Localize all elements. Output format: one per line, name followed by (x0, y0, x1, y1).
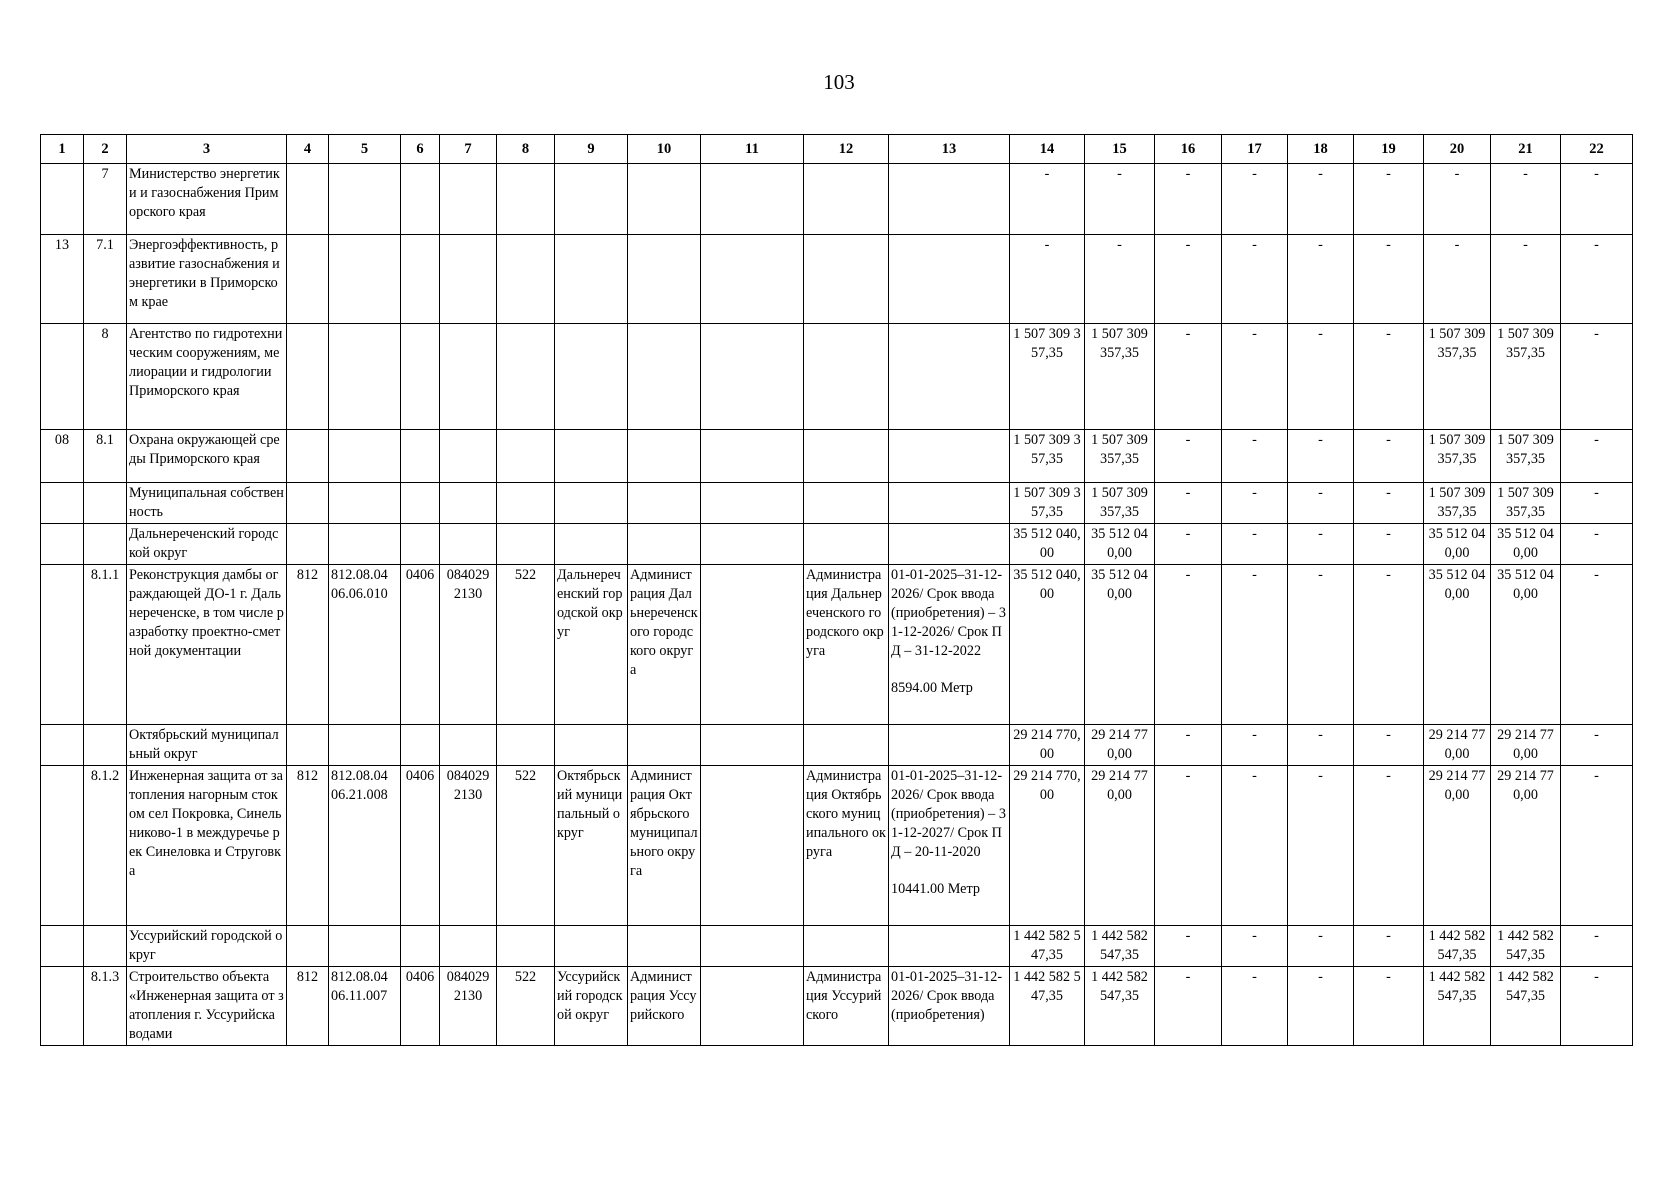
cell-col-5 (329, 235, 401, 324)
column-header-7: 7 (440, 135, 497, 164)
cell-col-4 (287, 524, 329, 565)
cell-col-1 (41, 483, 84, 524)
cell-col-1 (41, 565, 84, 725)
cell-col-6 (401, 430, 440, 483)
column-header-16: 16 (1155, 135, 1222, 164)
cell-col-8 (497, 524, 555, 565)
cell-col-17: - (1222, 725, 1288, 766)
cell-col-22: - (1561, 967, 1633, 1046)
cell-col-16: - (1155, 524, 1222, 565)
cell-col-8 (497, 483, 555, 524)
cell-col-1 (41, 324, 84, 430)
cell-col-9 (555, 164, 628, 235)
cell-col-11 (701, 766, 804, 926)
cell-col-14: 35 512 040,00 (1010, 524, 1085, 565)
cell-col-15: 1 507 309 357,35 (1085, 483, 1155, 524)
cell-col-12 (804, 324, 889, 430)
table-row (41, 926, 1633, 967)
cell-col-3: Инженерная защита от затопления нагорным стоком сел Покровка, Синельниково-1 в междуречье рек Синеловка и Струговка (127, 766, 287, 926)
cell-col-7: 084029 2130 (440, 565, 497, 725)
cell-col-10 (628, 164, 701, 235)
table-row (41, 483, 1633, 524)
cell-col-15: 29 214 770,00 (1085, 725, 1155, 766)
cell-col-12 (804, 524, 889, 565)
cell-col-21: 1 442 582 547,35 (1491, 967, 1561, 1046)
cell-col-20: - (1424, 235, 1491, 324)
table-row (41, 725, 1633, 766)
column-header-13: 13 (889, 135, 1010, 164)
cell-col-13: 01-01-2025–31-12-2026/ Срок ввода (приобретения) (889, 967, 1010, 1046)
cell-col-5 (329, 430, 401, 483)
cell-col-13 (889, 766, 1010, 926)
cell-col-4 (287, 926, 329, 967)
cell-col-21: - (1491, 164, 1561, 235)
column-header-3: 3 (127, 135, 287, 164)
cell-col-17: - (1222, 967, 1288, 1046)
cell-col-9: Дальнереченский городской округ (555, 565, 628, 725)
cell-col-18: - (1288, 926, 1354, 967)
cell-col-15: 1 442 582 547,35 (1085, 967, 1155, 1046)
cell-col-5 (329, 324, 401, 430)
capacity-text: 8594.00 Метр (891, 680, 973, 696)
cell-col-9 (555, 725, 628, 766)
cell-col-17: - (1222, 235, 1288, 324)
cell-col-4 (287, 430, 329, 483)
cell-col-1: 08 (41, 430, 84, 483)
cell-col-11 (701, 483, 804, 524)
column-header-9: 9 (555, 135, 628, 164)
cell-col-19: - (1354, 164, 1424, 235)
cell-col-19: - (1354, 324, 1424, 430)
cell-col-13 (889, 524, 1010, 565)
cell-col-6 (401, 926, 440, 967)
cell-col-5: 812.08.04 06.11.007 (329, 967, 401, 1046)
cell-col-17: - (1222, 565, 1288, 725)
cell-col-5 (329, 164, 401, 235)
cell-col-9: Октябрьский муниципальный округ (555, 766, 628, 926)
cell-col-20: 1 507 309 357,35 (1424, 430, 1491, 483)
cell-col-4: 812 (287, 766, 329, 926)
cell-col-7: 084029 2130 (440, 766, 497, 926)
cell-col-20: 1 507 309 357,35 (1424, 483, 1491, 524)
cell-col-10 (628, 926, 701, 967)
cell-col-4: 812 (287, 565, 329, 725)
cell-col-16: - (1155, 967, 1222, 1046)
cell-col-16: - (1155, 483, 1222, 524)
cell-col-19: - (1354, 524, 1424, 565)
cell-col-7 (440, 164, 497, 235)
cell-col-11 (701, 565, 804, 725)
cell-col-20: 1 442 582 547,35 (1424, 926, 1491, 967)
cell-col-19: - (1354, 967, 1424, 1046)
cell-col-15: 1 507 309 357,35 (1085, 430, 1155, 483)
cell-col-14: 29 214 770,00 (1010, 766, 1085, 926)
cell-col-8 (497, 430, 555, 483)
cell-col-11 (701, 926, 804, 967)
cell-col-19: - (1354, 766, 1424, 926)
table-row (41, 324, 1633, 430)
cell-col-20: - (1424, 164, 1491, 235)
cell-col-21: 1 507 309 357,35 (1491, 324, 1561, 430)
cell-col-12 (804, 926, 889, 967)
cell-col-16: - (1155, 926, 1222, 967)
cell-col-20: 35 512 040,00 (1424, 565, 1491, 725)
cell-col-7 (440, 725, 497, 766)
cell-col-22: - (1561, 725, 1633, 766)
cell-col-8 (497, 926, 555, 967)
cell-col-11 (701, 430, 804, 483)
column-header-19: 19 (1354, 135, 1424, 164)
page-number: 103 (823, 70, 855, 94)
column-header-2: 2 (84, 135, 127, 164)
cell-col-20: 1 507 309 357,35 (1424, 324, 1491, 430)
cell-col-7 (440, 430, 497, 483)
cell-col-4: 812 (287, 967, 329, 1046)
cell-col-18: - (1288, 324, 1354, 430)
cell-col-8: 522 (497, 766, 555, 926)
cell-col-17: - (1222, 766, 1288, 926)
cell-col-4 (287, 324, 329, 430)
cell-col-17: - (1222, 926, 1288, 967)
cell-col-7 (440, 324, 497, 430)
cell-col-18: - (1288, 430, 1354, 483)
cell-col-14: 35 512 040,00 (1010, 565, 1085, 725)
cell-col-21: 1 442 582 547,35 (1491, 926, 1561, 967)
cell-col-18: - (1288, 766, 1354, 926)
period-text: 01-01-2025–31-12-2026/ Срок ввода (приобретения) – 31-12-2027/ Срок ПД – 20-11-2020 (891, 768, 1006, 860)
cell-col-15: 1 507 309 357,35 (1085, 324, 1155, 430)
cell-col-6 (401, 524, 440, 565)
cell-col-14: 1 507 309 357,35 (1010, 483, 1085, 524)
cell-col-17: - (1222, 483, 1288, 524)
cell-col-21: 1 507 309 357,35 (1491, 483, 1561, 524)
cell-col-9 (555, 324, 628, 430)
table-row (41, 565, 1633, 725)
cell-col-22: - (1561, 766, 1633, 926)
budget-table (40, 134, 1633, 1046)
cell-col-16: - (1155, 565, 1222, 725)
cell-col-1 (41, 926, 84, 967)
cell-col-22: - (1561, 235, 1633, 324)
column-header-20: 20 (1424, 135, 1491, 164)
cell-col-13 (889, 324, 1010, 430)
cell-col-6 (401, 164, 440, 235)
cell-col-6: 0406 (401, 565, 440, 725)
cell-col-13 (889, 430, 1010, 483)
cell-col-10: Администрация Дальнереченского городского округа (628, 565, 701, 725)
cell-col-11 (701, 967, 804, 1046)
cell-col-7 (440, 926, 497, 967)
cell-col-15: - (1085, 235, 1155, 324)
cell-col-1 (41, 725, 84, 766)
cell-col-8 (497, 235, 555, 324)
cell-col-20: 29 214 770,00 (1424, 766, 1491, 926)
cell-col-9 (555, 235, 628, 324)
cell-col-6 (401, 235, 440, 324)
cell-col-12 (804, 164, 889, 235)
cell-col-10 (628, 430, 701, 483)
table-row (41, 235, 1633, 324)
cell-col-17: - (1222, 324, 1288, 430)
cell-col-3: Дальнереченский городской округ (127, 524, 287, 565)
cell-col-10: Администрация Уссурийского (628, 967, 701, 1046)
cell-col-21: 29 214 770,00 (1491, 725, 1561, 766)
cell-col-22: - (1561, 926, 1633, 967)
cell-col-14: - (1010, 164, 1085, 235)
cell-col-17: - (1222, 430, 1288, 483)
cell-col-12: Администрация Октябрьского муниципального округа (804, 766, 889, 926)
cell-col-10 (628, 725, 701, 766)
cell-col-7 (440, 524, 497, 565)
cell-col-11 (701, 164, 804, 235)
cell-col-4 (287, 483, 329, 524)
cell-col-8 (497, 725, 555, 766)
cell-col-13 (889, 926, 1010, 967)
cell-col-3: Муниципальная собственность (127, 483, 287, 524)
cell-col-22: - (1561, 565, 1633, 725)
cell-col-14: 1 442 582 547,35 (1010, 967, 1085, 1046)
cell-col-3: Строительство объекта «Инженерная защита от затопления г. Уссурийска водами (127, 967, 287, 1046)
cell-col-22: - (1561, 430, 1633, 483)
cell-col-18: - (1288, 235, 1354, 324)
capacity-text: 10441.00 Метр (891, 881, 980, 897)
cell-col-21: 1 507 309 357,35 (1491, 430, 1561, 483)
cell-col-4 (287, 164, 329, 235)
cell-col-14: 1 507 309 357,35 (1010, 324, 1085, 430)
cell-col-12 (804, 430, 889, 483)
cell-col-10 (628, 483, 701, 524)
cell-col-10 (628, 324, 701, 430)
cell-col-9 (555, 483, 628, 524)
cell-col-15: 35 512 040,00 (1085, 524, 1155, 565)
cell-col-20: 29 214 770,00 (1424, 725, 1491, 766)
column-header-12: 12 (804, 135, 889, 164)
column-header-18: 18 (1288, 135, 1354, 164)
cell-col-2: 8.1.2 (84, 766, 127, 926)
column-header-1: 1 (41, 135, 84, 164)
cell-col-19: - (1354, 725, 1424, 766)
cell-col-4 (287, 725, 329, 766)
cell-col-12 (804, 725, 889, 766)
cell-col-18: - (1288, 483, 1354, 524)
cell-col-18: - (1288, 725, 1354, 766)
column-header-21: 21 (1491, 135, 1561, 164)
cell-col-12: Администрация Уссурийского (804, 967, 889, 1046)
cell-col-6 (401, 324, 440, 430)
cell-col-16: - (1155, 235, 1222, 324)
cell-col-14: 1 507 309 357,35 (1010, 430, 1085, 483)
cell-col-18: - (1288, 967, 1354, 1046)
cell-col-6: 0406 (401, 967, 440, 1046)
table-row (41, 164, 1633, 235)
column-header-8: 8 (497, 135, 555, 164)
cell-col-14: 29 214 770,00 (1010, 725, 1085, 766)
table-row (41, 766, 1633, 926)
cell-col-22: - (1561, 324, 1633, 430)
cell-col-5 (329, 524, 401, 565)
cell-col-16: - (1155, 766, 1222, 926)
cell-col-19: - (1354, 565, 1424, 725)
cell-col-17: - (1222, 524, 1288, 565)
cell-col-2 (84, 926, 127, 967)
cell-col-8 (497, 324, 555, 430)
cell-col-2 (84, 725, 127, 766)
cell-col-2: 8 (84, 324, 127, 430)
cell-col-19: - (1354, 926, 1424, 967)
cell-col-16: - (1155, 725, 1222, 766)
cell-col-3: Агентство по гидротехническим сооружениям, мелиорации и гидрологии Приморского края (127, 324, 287, 430)
cell-col-13 (889, 164, 1010, 235)
cell-col-5 (329, 725, 401, 766)
cell-col-18: - (1288, 164, 1354, 235)
cell-col-1 (41, 766, 84, 926)
cell-col-22: - (1561, 483, 1633, 524)
cell-col-20: 35 512 040,00 (1424, 524, 1491, 565)
cell-col-16: - (1155, 430, 1222, 483)
cell-col-2: 8.1.1 (84, 565, 127, 725)
cell-col-2: 7 (84, 164, 127, 235)
cell-col-9 (555, 524, 628, 565)
cell-col-22: - (1561, 164, 1633, 235)
column-header-11: 11 (701, 135, 804, 164)
column-header-15: 15 (1085, 135, 1155, 164)
cell-col-1: 13 (41, 235, 84, 324)
cell-col-11 (701, 725, 804, 766)
cell-col-5 (329, 926, 401, 967)
cell-col-8: 522 (497, 565, 555, 725)
cell-col-6 (401, 725, 440, 766)
cell-col-2: 8.1.3 (84, 967, 127, 1046)
cell-col-8: 522 (497, 967, 555, 1046)
column-header-10: 10 (628, 135, 701, 164)
cell-col-15: - (1085, 164, 1155, 235)
column-header-4: 4 (287, 135, 329, 164)
cell-col-12 (804, 483, 889, 524)
cell-col-13 (889, 235, 1010, 324)
column-header-6: 6 (401, 135, 440, 164)
cell-col-10 (628, 235, 701, 324)
cell-col-2 (84, 483, 127, 524)
cell-col-5: 812.08.04 06.06.010 (329, 565, 401, 725)
cell-col-18: - (1288, 565, 1354, 725)
cell-col-9 (555, 430, 628, 483)
cell-col-3: Министерство энергетики и газоснабжения Приморского края (127, 164, 287, 235)
cell-col-1 (41, 967, 84, 1046)
cell-col-18: - (1288, 524, 1354, 565)
table-row (41, 524, 1633, 565)
table-row (41, 430, 1633, 483)
cell-col-6 (401, 483, 440, 524)
cell-col-12: Администрация Дальнереченского городского округа (804, 565, 889, 725)
cell-col-13 (889, 725, 1010, 766)
cell-col-2: 7.1 (84, 235, 127, 324)
cell-col-5 (329, 483, 401, 524)
cell-col-11 (701, 235, 804, 324)
cell-col-9: Уссурийский городской округ (555, 967, 628, 1046)
cell-col-3: Энергоэффективность, развитие газоснабжения и энергетики в Приморском крае (127, 235, 287, 324)
cell-col-20: 1 442 582 547,35 (1424, 967, 1491, 1046)
cell-col-4 (287, 235, 329, 324)
cell-col-6: 0406 (401, 766, 440, 926)
column-header-17: 17 (1222, 135, 1288, 164)
cell-col-11 (701, 324, 804, 430)
cell-col-2 (84, 524, 127, 565)
cell-col-1 (41, 164, 84, 235)
cell-col-7: 084029 2130 (440, 967, 497, 1046)
cell-col-21: 35 512 040,00 (1491, 524, 1561, 565)
cell-col-22: - (1561, 524, 1633, 565)
cell-col-10 (628, 524, 701, 565)
cell-col-16: - (1155, 324, 1222, 430)
cell-col-19: - (1354, 483, 1424, 524)
cell-col-1 (41, 524, 84, 565)
cell-col-8 (497, 164, 555, 235)
cell-col-14: - (1010, 235, 1085, 324)
cell-col-13 (889, 483, 1010, 524)
column-header-22: 22 (1561, 135, 1633, 164)
cell-col-19: - (1354, 235, 1424, 324)
cell-col-3: Октябрьский муниципальный округ (127, 725, 287, 766)
cell-col-15: 35 512 040,00 (1085, 565, 1155, 725)
cell-col-3: Охрана окружающей среды Приморского края (127, 430, 287, 483)
cell-col-7 (440, 483, 497, 524)
cell-col-5: 812.08.04 06.21.008 (329, 766, 401, 926)
cell-col-3: Уссурийский городской округ (127, 926, 287, 967)
cell-col-9 (555, 926, 628, 967)
column-header-5: 5 (329, 135, 401, 164)
period-text: 01-01-2025–31-12-2026/ Срок ввода (приобретения) – 31-12-2026/ Срок ПД – 31-12-2022 (891, 567, 1006, 659)
cell-col-21: - (1491, 235, 1561, 324)
cell-col-16: - (1155, 164, 1222, 235)
column-header-14: 14 (1010, 135, 1085, 164)
table-row (41, 967, 1633, 1046)
table-header-row (41, 135, 1633, 164)
cell-col-2: 8.1 (84, 430, 127, 483)
cell-col-10: Администрация Октябрьского муниципального округа (628, 766, 701, 926)
cell-col-15: 1 442 582 547,35 (1085, 926, 1155, 967)
cell-col-11 (701, 524, 804, 565)
cell-col-21: 29 214 770,00 (1491, 766, 1561, 926)
cell-col-13 (889, 565, 1010, 725)
cell-col-12 (804, 235, 889, 324)
cell-col-17: - (1222, 164, 1288, 235)
cell-col-3: Реконструкция дамбы ограждающей ДО-1 г. Дальнереченске, в том числе разработку проектно-сметной документации (127, 565, 287, 725)
cell-col-19: - (1354, 430, 1424, 483)
cell-col-15: 29 214 770,00 (1085, 766, 1155, 926)
cell-col-14: 1 442 582 547,35 (1010, 926, 1085, 967)
cell-col-21: 35 512 040,00 (1491, 565, 1561, 725)
cell-col-7 (440, 235, 497, 324)
